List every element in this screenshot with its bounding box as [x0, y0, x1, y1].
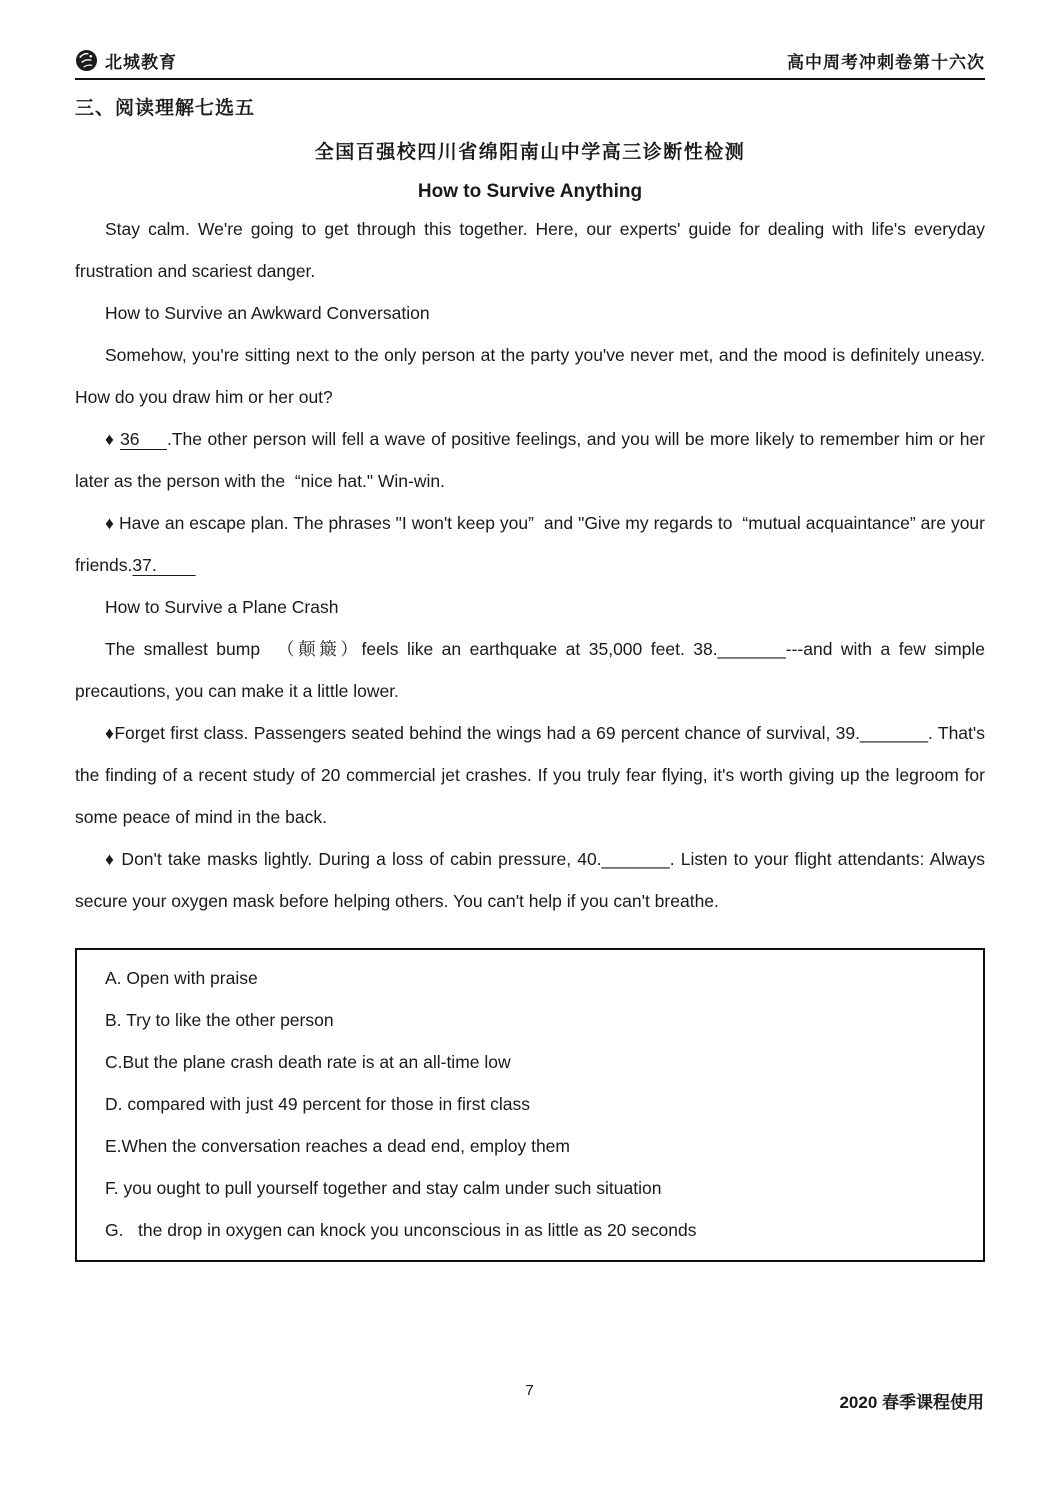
paragraph — [75, 586, 985, 628]
article-body — [75, 208, 985, 922]
page-number: 7 — [525, 1382, 534, 1399]
paragraph — [75, 208, 985, 292]
options-box — [75, 948, 985, 1262]
option-item: G. the drop in oxygen can knock you unconscious in as little as 20 seconds — [105, 1220, 697, 1240]
paragraph — [75, 712, 985, 838]
option-item: D. compared with just 49 percent for those in first class — [105, 1094, 531, 1114]
paragraph — [75, 418, 985, 502]
text-segment: ♦ Have an escape plan. The phrases "I won't keep you” and "Give my regards to “mutual acquaintance” are your friends. — [75, 513, 985, 575]
source-title: 全国百强校四川省绵阳南山中学高三诊断性检测 — [314, 141, 746, 163]
page-header — [75, 48, 985, 80]
article-title: How to Survive Anything — [417, 181, 643, 202]
page-footer — [75, 1380, 984, 1420]
answer-blank: 37. — [132, 555, 196, 575]
option-item: B. Try to like the other person — [105, 1010, 334, 1030]
option-item: A. Open with praise — [105, 968, 258, 988]
option-item: E.When the conversation reaches a dead end, employ them — [105, 1136, 570, 1156]
text-segment: Stay calm. We're going to get through this together. Here, our experts' guide for dealing with life's everyday frustration and scariest danger. — [75, 219, 985, 281]
brand — [75, 48, 177, 73]
paragraph — [75, 838, 985, 922]
text-segment: .The other person will fell a wave of positive feelings, and you will be more likely to remember him or her later as the person with the “nice hat." Win-win. — [75, 429, 985, 491]
options-list — [105, 957, 973, 1251]
answer-blank: 36 — [120, 429, 167, 449]
paragraph — [75, 334, 985, 418]
paragraph — [75, 292, 985, 334]
text-segment: How to Survive a Plane Crash — [105, 597, 339, 617]
course-note: 2020 春季课程使用 — [839, 1393, 984, 1412]
section-heading: 三、阅读理解七选五 — [75, 98, 256, 119]
paragraph — [75, 502, 985, 586]
text-segment: The smallest bump （颠簸）feels like an earthquake at 35,000 feet. 38._______---and with a few simple precautions, you can make it a little lower. — [75, 639, 985, 701]
text-segment: ♦ Don't take masks lightly. During a loss of cabin pressure, 40._______. Listen to your flight attendants: Always secure your oxygen mask before helping others. You can't help if you can't breathe. — [75, 849, 985, 911]
text-segment: ♦Forget first class. Passengers seated behind the wings had a 69 percent chance of survival, 39._______. That's the finding of a recent study of 20 commercial jet crashes. If you truly fear flying, it's worth giving up the legroom for some peace of mind in the back. — [75, 723, 985, 827]
exam-title: 高中周考冲刺卷第十六次 — [787, 53, 985, 72]
text-segment: ♦ — [105, 429, 121, 449]
text-segment: How to Survive an Awkward Conversation — [105, 303, 430, 323]
option-item: F. you ought to pull yourself together and stay calm under such situation — [105, 1178, 662, 1198]
paragraph — [75, 628, 985, 712]
brand-logo-icon — [75, 49, 98, 72]
text-segment: Somehow, you're sitting next to the only person at the party you've never met, and the mood is definitely uneasy. How do you draw him or her out? — [75, 345, 985, 407]
brand-name: 北城教育 — [105, 53, 177, 72]
option-item: C.But the plane crash death rate is at an all-time low — [105, 1052, 511, 1072]
